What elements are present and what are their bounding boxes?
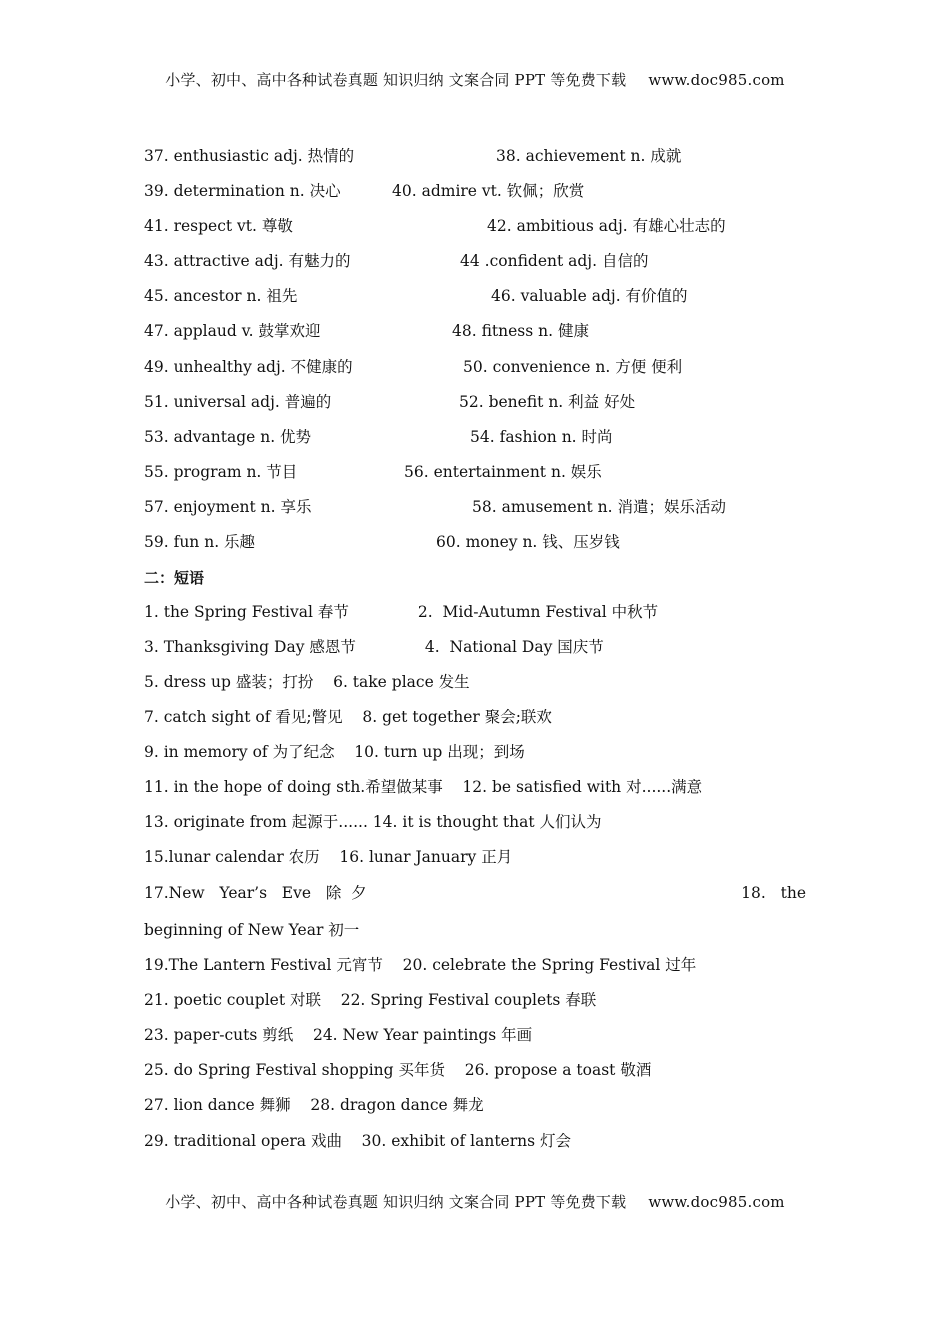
phrase-line: 13. originate from 起源于...... 14. it is thought that 人们认为 [144, 813, 602, 831]
vocab-item: 51. universal adj. 普遍的 [144, 393, 332, 411]
vocab-item: 39. determination n. 决心 [144, 182, 341, 200]
vocab-item: 55. program n. 节目 [144, 463, 298, 481]
page-header [0, 69, 950, 90]
header-text: 小学、初中、高中各种试卷真题 知识归纳 文案合同 PPT 等免费下载 [165, 71, 627, 89]
phrase-line: 5. dress up 盛装；打扮 6. take place 发生 [144, 673, 470, 691]
vocab-item: 37. enthusiastic adj. 热情的 [144, 147, 355, 165]
phrase-line: beginning of New Year 初一 [144, 921, 360, 939]
vocab-item: 38. achievement n. 成就 [496, 147, 682, 165]
footer-url[interactable]: www.doc985.com [648, 1193, 785, 1211]
section-title: 二：短语 [144, 569, 205, 587]
vocab-item: 60. money n. 钱、压岁钱 [436, 533, 620, 551]
vocab-item: 43. attractive adj. 有魅力的 [144, 252, 351, 270]
vocab-item: 42. ambitious adj. 有雄心壮志的 [487, 217, 726, 235]
phrase-line: 9. in memory of 为了纪念 10. turn up 出现；到场 [144, 743, 525, 761]
vocab-item: 50. convenience n. 方便 便利 [463, 358, 683, 376]
phrase-line: 7. catch sight of 看见;瞥见 8. get together 聚会;联欢 [144, 708, 552, 726]
phrase-18-start: 18. the [741, 884, 806, 902]
footer-text: 小学、初中、高中各种试卷真题 知识归纳 文案合同 PPT 等免费下载 [165, 1193, 627, 1211]
phrase-line: 23. paper-cuts 剪纸 24. New Year paintings 年画 [144, 1026, 533, 1044]
vocab-item: 59. fun n. 乐趣 [144, 533, 256, 551]
phrase-line: 21. poetic couplet 对联 22. Spring Festival couplets 春联 [144, 991, 597, 1009]
vocab-item: 56. entertainment n. 娱乐 [404, 463, 602, 481]
header-url[interactable]: www.doc985.com [648, 71, 785, 89]
phrase-line: 1. the Spring Festival 春节 2. Mid-Autumn Festival 中秋节 [144, 603, 659, 621]
phrase-line: 15.lunar calendar 农历 16. lunar January 正月 [144, 848, 513, 866]
vocab-item: 49. unhealthy adj. 不健康的 [144, 358, 353, 376]
phrase-line: 19.The Lantern Festival 元宵节 20. celebrate the Spring Festival 过年 [144, 956, 697, 974]
phrase-line: 27. lion dance 舞狮 28. dragon dance 舞龙 [144, 1096, 484, 1114]
vocab-item: 41. respect vt. 尊敬 [144, 217, 293, 235]
vocab-item: 40. admire vt. 钦佩；欣赏 [392, 182, 585, 200]
vocab-item: 44 .confident adj. 自信的 [460, 252, 649, 270]
page-footer [0, 1191, 950, 1212]
phrase-17: 17.New Year’s Eve 除 夕 [144, 884, 367, 902]
vocab-item: 47. applaud v. 鼓掌欢迎 [144, 322, 321, 340]
phrase-line: 25. do Spring Festival shopping 买年货 26. propose a toast 敬酒 [144, 1061, 652, 1079]
vocab-item: 57. enjoyment n. 享乐 [144, 498, 312, 516]
phrase-line: 11. in the hope of doing sth.希望做某事 12. be satisfied with 对......满意 [144, 778, 703, 796]
phrase-line: 29. traditional opera 戏曲 30. exhibit of lanterns 灯会 [144, 1132, 571, 1150]
vocab-item: 52. benefit n. 利益 好处 [459, 393, 636, 411]
vocab-item: 48. fitness n. 健康 [452, 322, 589, 340]
vocab-item: 54. fashion n. 时尚 [470, 428, 613, 446]
phrase-line: 3. Thanksgiving Day 感恩节 4. National Day 国庆节 [144, 638, 604, 656]
vocab-item: 46. valuable adj. 有价值的 [491, 287, 688, 305]
vocab-item: 45. ancestor n. 祖先 [144, 287, 298, 305]
vocab-item: 53. advantage n. 优势 [144, 428, 312, 446]
vocab-item: 58. amusement n. 消遣；娱乐活动 [472, 498, 726, 516]
